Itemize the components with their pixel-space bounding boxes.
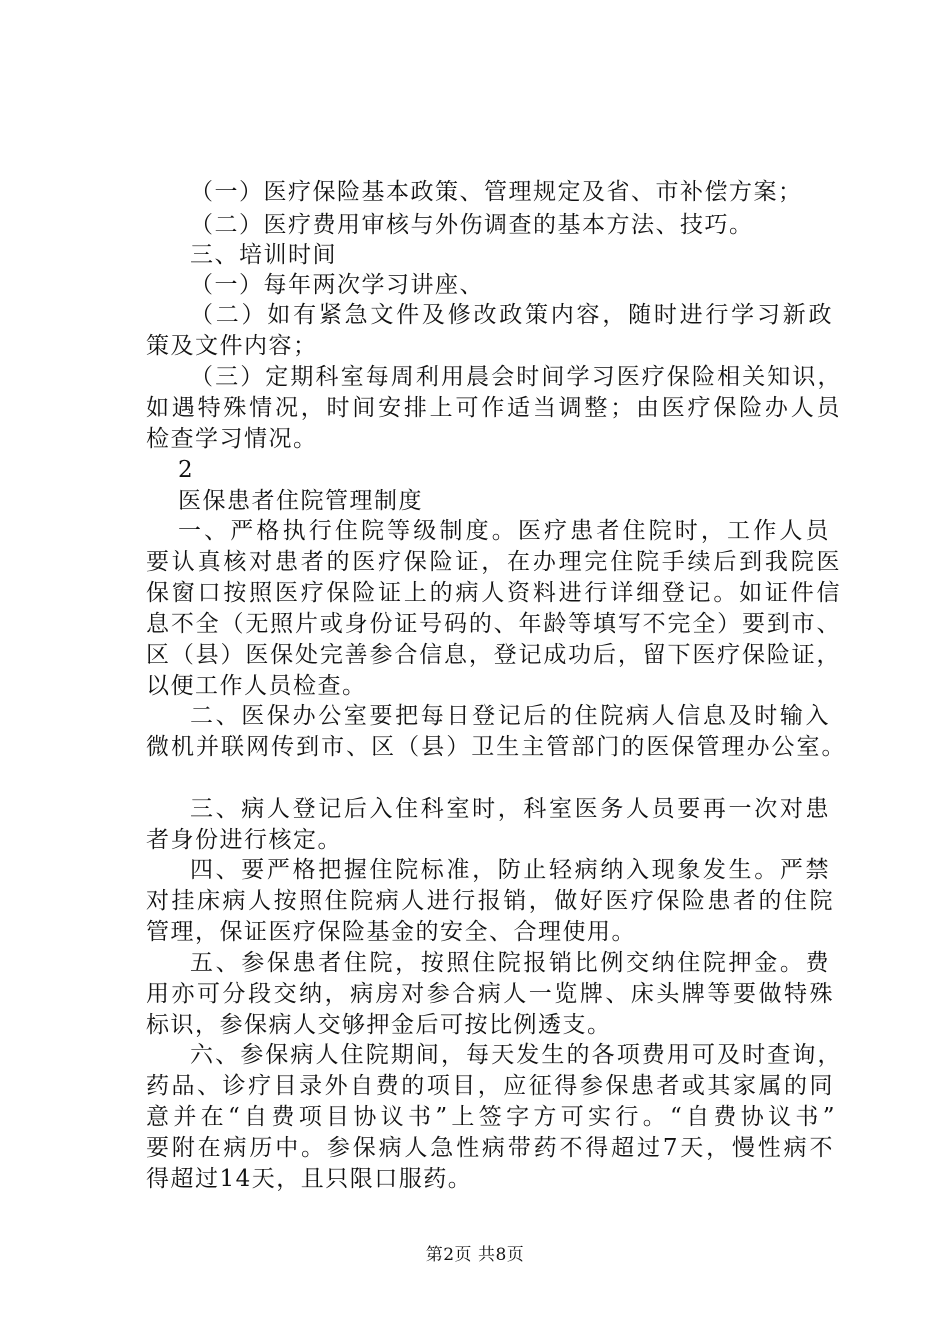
text-line: （一）医疗保险基本政策、管理规定及省、市补偿方案； [190,179,803,205]
text-line: 要附在病历中。参保病人急性病带药不得超过7天，慢性病不 [146,1135,834,1161]
text-line: 二、医保办公室要把每日登记后的住院病人信息及时输入 [190,703,830,729]
text-line: 一、严格执行住院等级制度。医疗患者住院时，工作人员 [178,518,830,544]
page-footer: 第2页 共8页 [425,1245,525,1265]
text-line: 息不全（无照片或身份证号码的、年龄等填写不完全）要到市、 [146,611,841,637]
document-title: 医保患者住院管理制度 [178,488,423,514]
text-line: 意并在“自费项目协议书”上签字方可实行。“自费协议书” [146,1104,836,1130]
text-line: （二）医疗费用审核与外伤调查的基本方法、技巧。 [190,212,754,238]
section-heading: 三、培训时间 [190,242,337,268]
text-line: 以便工作人员检查。 [146,673,367,699]
page-number-marker: 2 [178,457,195,483]
text-line: （二）如有紧急文件及修改政策内容，随时进行学习新政 [190,302,833,328]
text-line: 策及文件内容； [146,333,318,359]
text-line: （三）定期科室每周利用晨会时间学习医疗保险相关知识， [190,364,842,390]
text-line: 如遇特殊情况，时间安排上可作适当调整；由医疗保险办人员 [146,395,841,421]
text-line: 三、病人登记后入住科室时，科室医务人员要再一次对患 [190,796,830,822]
text-line: 管理，保证医疗保险基金的安全、合理使用。 [146,919,636,945]
text-line: 标识，参保病人交够押金后可按比例透支。 [146,1012,612,1038]
text-line: 保窗口按照医疗保险证上的病人资料进行详细登记。如证件信 [146,580,841,606]
text-line: 用亦可分段交纳，病房对参合病人一览牌、床头牌等要做特殊 [146,981,834,1007]
text-line: 微机并联网传到市、区（县）卫生主管部门的医保管理办公室。 [146,734,846,760]
text-line: 得超过14天，且只限口服药。 [146,1166,473,1192]
text-line: 要认真核对患者的医疗保险证，在办理完住院手续后到我院医 [146,549,841,575]
text-line: 对挂床病人按照住院病人进行报销，做好医疗保险患者的住院 [146,888,834,914]
text-line: （一）每年两次学习讲座、 [190,272,484,298]
text-line: 六、参保病人住院期间，每天发生的各项费用可及时查询， [190,1042,842,1068]
text-line: 药品、诊疗目录外自费的项目，应征得参保患者或其家属的同 [146,1073,834,1099]
text-line: 四、要严格把握住院标准，防止轻病纳入现象发生。严禁 [190,857,830,883]
text-line: 检查学习情况。 [146,426,318,452]
text-line: 者身份进行核定。 [146,827,342,853]
text-line: 五、参保患者住院，按照住院报销比例交纳住院押金。费 [190,950,830,976]
text-line: 区（县）医保处完善参合信息，登记成功后，留下医疗保险证， [146,642,841,668]
